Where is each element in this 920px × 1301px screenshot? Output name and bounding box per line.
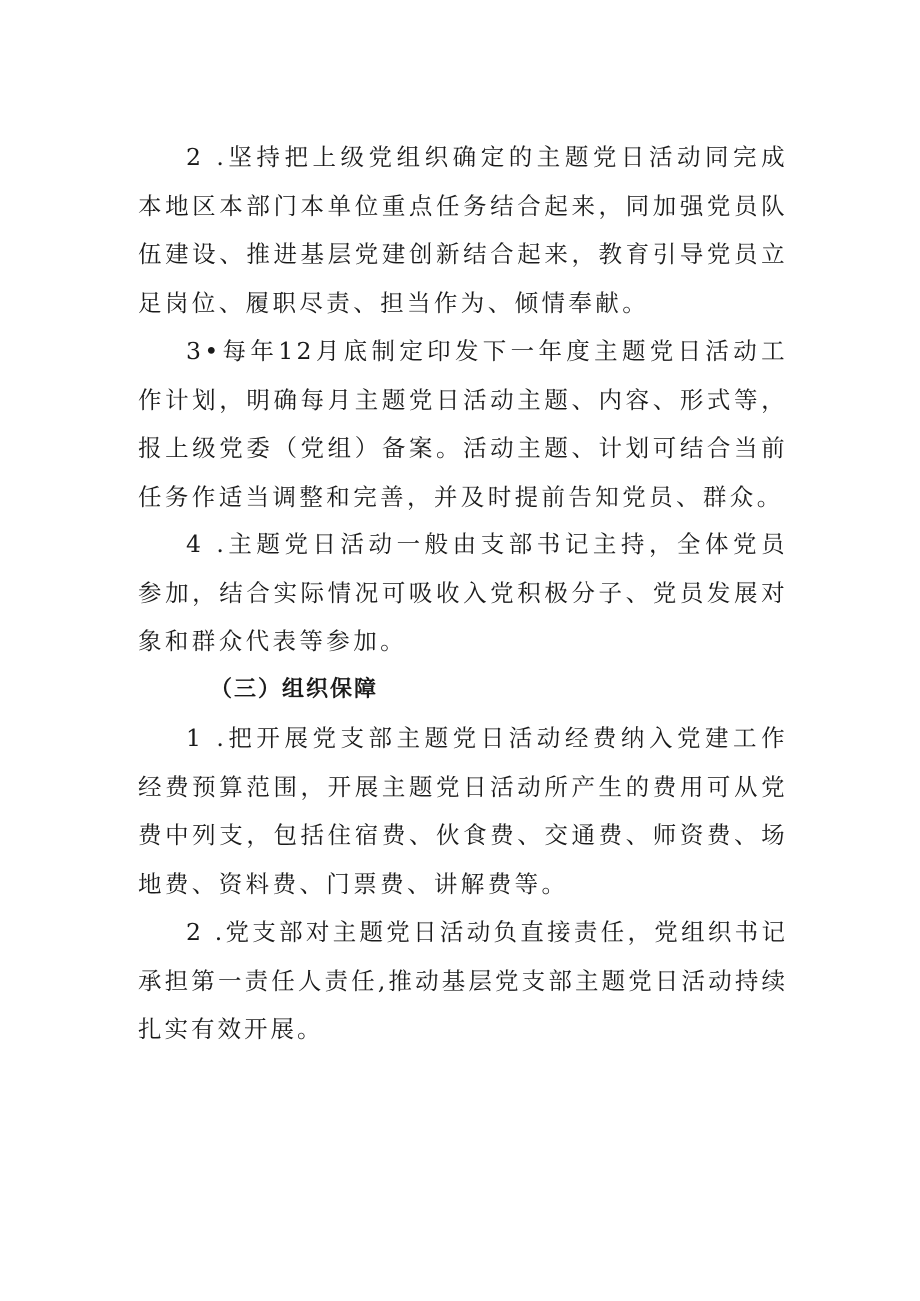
- paragraph-item-1-funding: [138, 714, 788, 908]
- paragraph-text: 3•每年12月底制定印发下一年度主题党日活动工作计划，明确每月主题党日活动主题、内容、形式等，报上级党委（党组）备案。活动主题、计划可结合当前任务作适当调整和完善，并及时提前告知党员、群众。: [138, 337, 788, 511]
- paragraph-item-2-responsibility: [138, 908, 788, 1054]
- paragraph-item-4: [138, 520, 788, 666]
- paragraph-text: 2 .坚持把上级党组织确定的主题党日活动同完成本地区本部门本单位重点任务结合起来，同加强党员队伍建设、推进基层党建创新结合起来，教育引导党员立足岗位、履职尽责、担当作为、倾情奉献。: [138, 143, 788, 317]
- paragraph-item-3: [138, 327, 788, 521]
- section-heading: （三）组织保障: [210, 677, 379, 702]
- paragraph-text: 4 .主题党日活动一般由支部书记主持，全体党员参加，结合实际情况可吸收入党积极分子、党员发展对象和群众代表等参加。: [138, 530, 788, 655]
- paragraph-text: 1 .把开展党支部主题党日活动经费纳入党建工作经费预算范围，开展主题党日活动所产生的费用可从党费中列支，包括住宿费、伙食费、交通费、师资费、场地费、资料费、门票费、讲解费等。: [138, 724, 788, 898]
- paragraph-item-2: [138, 133, 788, 327]
- paragraph-text: 2 .党支部对主题党日活动负直接责任，党组织书记承担第一责任人责任,推动基层党支部主题党日活动持续扎实有效开展。: [138, 918, 788, 1043]
